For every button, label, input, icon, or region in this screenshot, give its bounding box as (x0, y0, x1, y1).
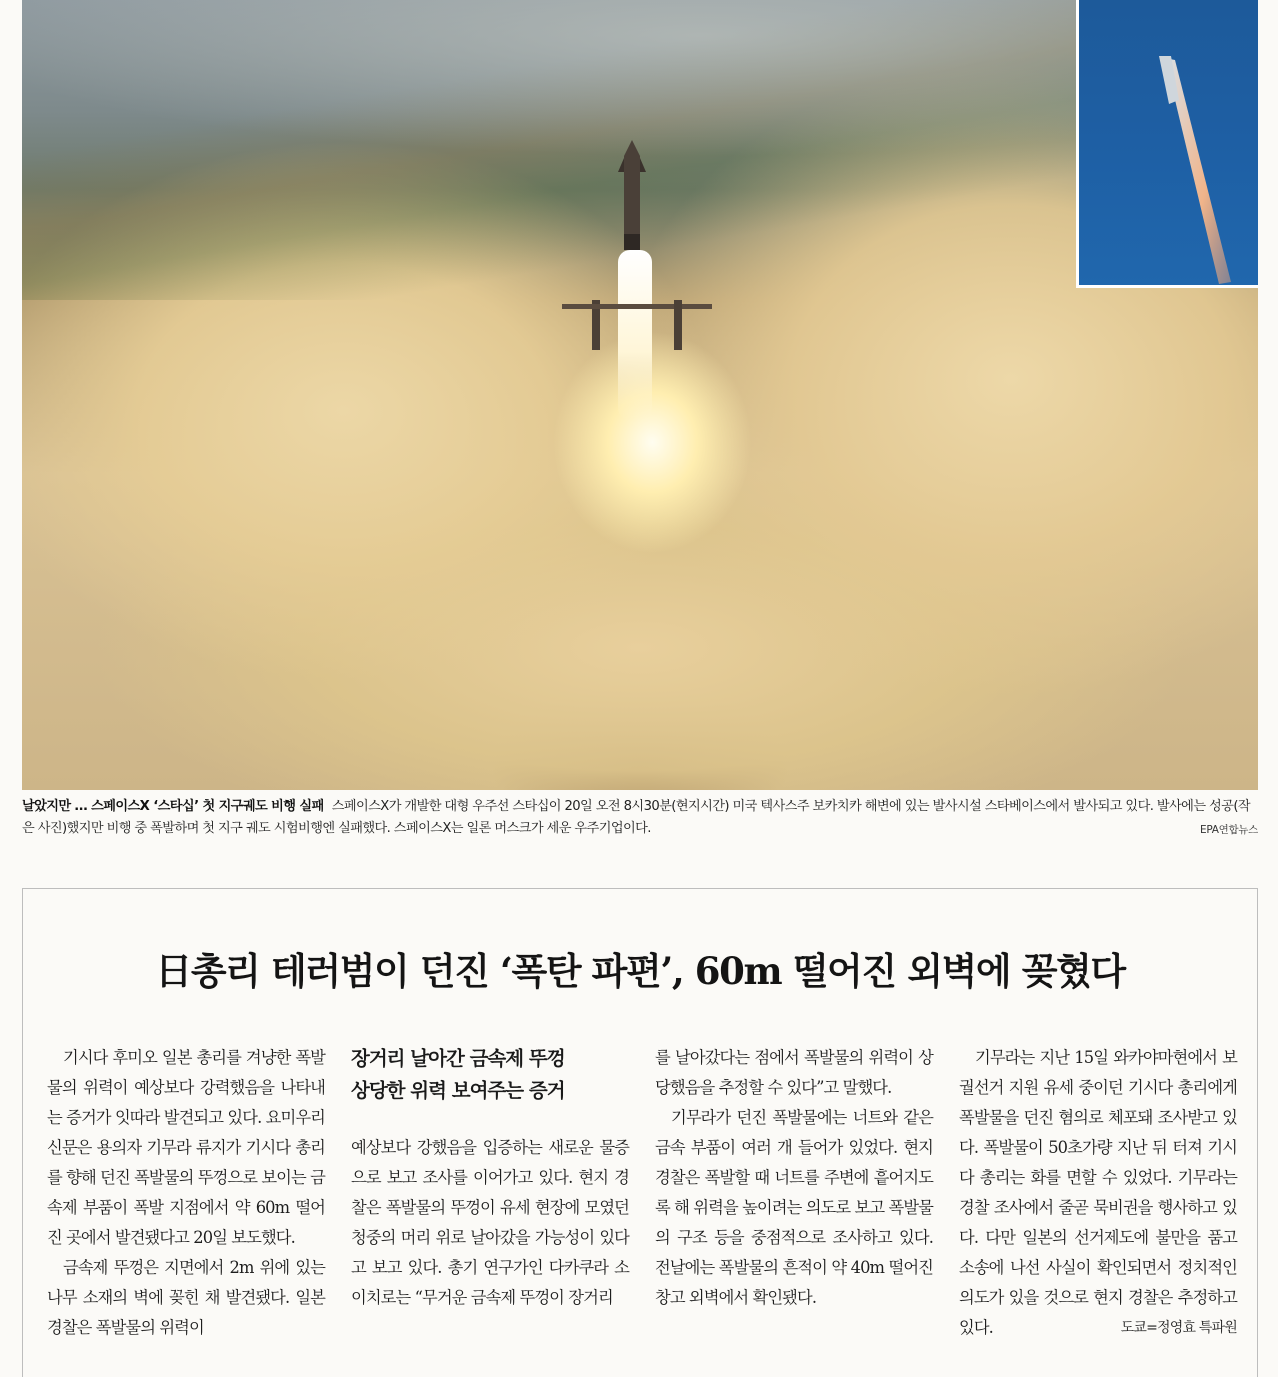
paragraph: 기시다 후미오 일본 총리를 겨냥한 폭발물의 위력이 예상보다 강력했음을 나타내는 증거가 잇따라 발견되고 있다. 요미우리신문은 용의자 기무라 류지가 기시다 총리를 향해 던진 폭발물의 뚜껑으로 보이는 금속제 부품이 폭발 지점에서 약 60m 떨어진 곳에서 발견됐다고 20일 보도했다. (47, 1048, 325, 1247)
photo-credit: EPA연합뉴스 (1200, 824, 1258, 836)
article-headline: 日총리 테러범이 던진 ‘폭탄 파편’, 60m 떨어진 외벽에 꽂혔다 (155, 949, 1125, 993)
article-column-1 (47, 1043, 325, 1343)
caption-body: 스페이스X가 개발한 대형 우주선 스타십이 20일 오전 8시30분(현지시간) 미국 텍사스주 보카치카 해변에 있는 발사시설 스타베이스에서 발사되고 있다. 발사에는 성공(작은 사진)했지만 비행 중 폭발하며 첫 지구 궤도 시험비행엔 실패했다. 스페이스X는 일론 머스크가 세운 우주기업이다. (22, 799, 1251, 836)
byline: 도쿄=정영효 특파원 (1120, 1320, 1237, 1336)
article-box (22, 888, 1258, 1377)
photo-caption (22, 796, 1258, 840)
subhead-line: 장거리 날아간 금속제 뚜껑 (351, 1047, 565, 1070)
starship-rocket (612, 138, 652, 258)
article-columns (47, 1043, 1237, 1373)
paragraph: 예상보다 강했음을 입증하는 새로운 물증으로 보고 조사를 이어가고 있다. 현지 경찰은 폭발물의 뚜껑이 유세 현장에 모였던 청중의 머리 위로 날아갔을 가능성이 있다고 보고 있다. 총기 연구가인 다카쿠라 소이치로는 “무거운 금속제 뚜껑이 장거리 (351, 1138, 629, 1307)
article-subhead (351, 1043, 629, 1107)
article-column-4 (959, 1043, 1237, 1343)
paragraph: 금속제 뚜껑은 지면에서 2m 위에 있는 나무 소재의 벽에 꽂힌 채 발견됐다. 일본 경찰은 폭발물의 위력이 (47, 1258, 325, 1337)
article-column-2 (351, 1043, 629, 1313)
article-column-3 (655, 1043, 933, 1313)
launch-tower (562, 290, 712, 350)
paragraph: 기무라가 던진 폭발물에는 너트와 같은 금속 부품이 여러 개 들어가 있었다. 현지 경찰은 폭발할 때 너트를 주변에 흩어지도록 해 위력을 높이려는 의도로 보고 폭발물의 구조 등을 중점적으로 조사하고 있다. 전날에는 폭발물의 흔적이 약 40m 떨어진 창고 외벽에서 확인됐다. (655, 1108, 933, 1307)
inset-photo-ascent (1076, 0, 1258, 288)
subhead-line: 상당한 위력 보여주는 증거 (351, 1079, 565, 1102)
caption-title: 날았지만 … 스페이스X ‘스타십’ 첫 지구궤도 비행 실패 (22, 799, 324, 814)
main-photo (22, 0, 1258, 790)
paragraph: 를 날아갔다는 점에서 폭발물의 위력이 상당했음을 추정할 수 있다”고 말했다. (655, 1048, 933, 1097)
paragraph (959, 1043, 1237, 1343)
paragraph-text: 기무라는 지난 15일 와카야마현에서 보궐선거 지원 유세 중이던 기시다 총리에게 폭발물을 던진 혐의로 체포돼 조사받고 있다. 폭발물이 50초가량 지난 뒤 터져 기시다 총리는 화를 면할 수 있었다. 기무라는 경찰 조사에서 줄곧 묵비권을 행사하고 있다. 다만 일본의 선거제도에 불만을 품고 소송에 나선 사실이 확인되면서 정치적인 의도가 있을 것으로 현지 경찰은 추정하고 있다. (959, 1048, 1237, 1337)
